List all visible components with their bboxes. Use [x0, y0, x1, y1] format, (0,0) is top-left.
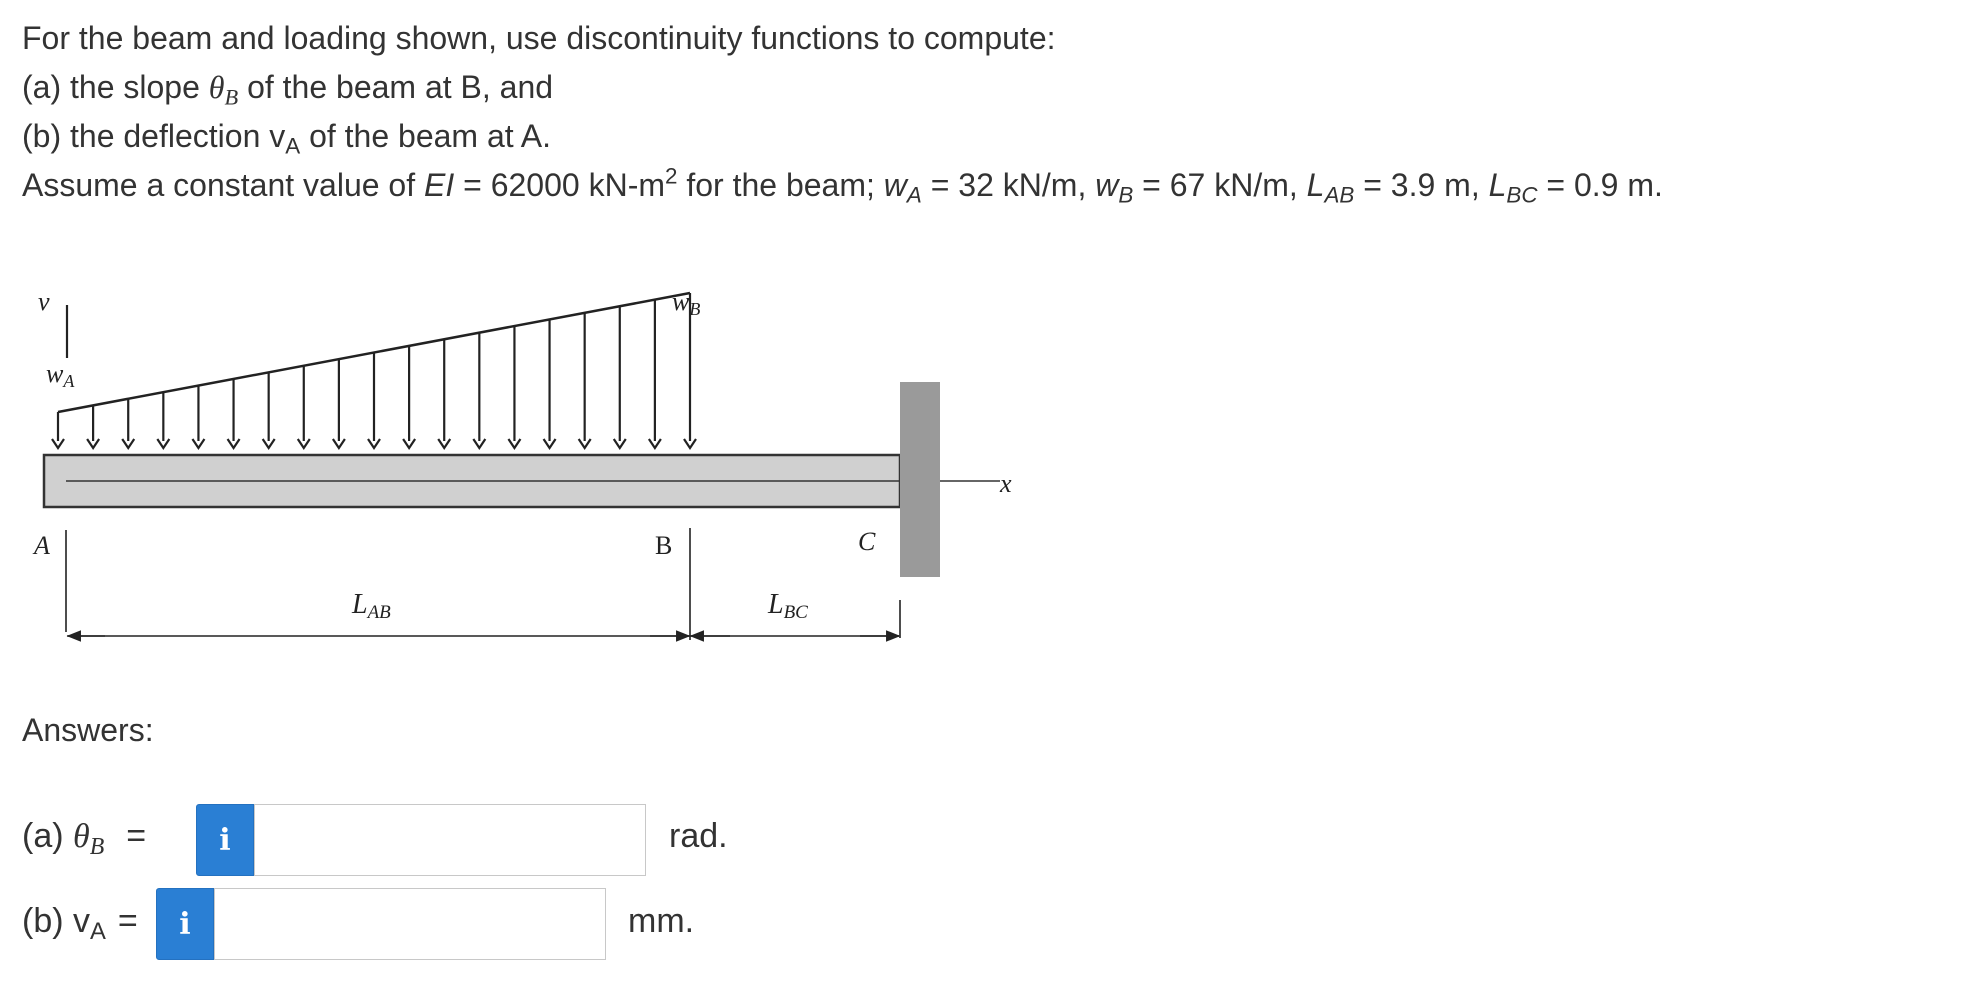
- subscript: B: [1118, 182, 1134, 208]
- lab-label-sub: AB: [367, 602, 391, 623]
- wa-label-sub: A: [63, 371, 75, 391]
- x-label: x: [1000, 469, 1012, 498]
- theta-symbol: θ: [73, 818, 90, 855]
- answer-b-input[interactable]: [214, 888, 606, 960]
- point-c-label: C: [858, 527, 876, 556]
- subscript: BC: [1506, 182, 1538, 208]
- answer-b-label: [22, 902, 138, 946]
- lab-label-main: L: [352, 589, 368, 620]
- beam-figure: [0, 270, 1060, 670]
- lbc-label: [767, 589, 808, 623]
- problem-line-4: [22, 161, 1663, 210]
- wb-label-sub: B: [689, 299, 701, 319]
- ei-symbol: EI: [424, 167, 455, 203]
- wb-symbol: w: [1095, 167, 1119, 203]
- info-icon: i: [179, 906, 191, 942]
- v-symbol: v: [73, 902, 90, 940]
- distributed-load-arrows: [52, 293, 696, 448]
- wb-label: [672, 287, 700, 319]
- text: = 3.9 m,: [1354, 167, 1489, 203]
- lab-symbol: L: [1306, 167, 1325, 203]
- answer-b-unit: mm.: [628, 902, 695, 940]
- superscript: 2: [665, 163, 678, 189]
- info-button-b[interactable]: [156, 888, 214, 960]
- equals: =: [117, 902, 138, 940]
- subscript: A: [285, 133, 301, 159]
- info-button-a[interactable]: [196, 804, 254, 876]
- problem-line-2: [22, 63, 1663, 112]
- answer-a-unit: rad.: [669, 817, 728, 855]
- fixed-wall: [900, 382, 940, 577]
- text: = 62000 kN-m: [454, 167, 665, 203]
- equals: =: [126, 817, 147, 855]
- subscript: AB: [1324, 182, 1355, 208]
- lbc-label-sub: BC: [783, 602, 808, 623]
- text: (a): [22, 817, 73, 855]
- theta-symbol: θ: [208, 69, 225, 105]
- subscript: A: [90, 918, 106, 946]
- point-a-label: A: [34, 531, 50, 560]
- text: for the beam;: [677, 167, 884, 203]
- text: = 0.9 m.: [1537, 167, 1663, 203]
- text: of the beam at B, and: [238, 69, 554, 105]
- text: (b): [22, 902, 73, 940]
- subscript: A: [906, 182, 922, 208]
- wa-label: [46, 359, 75, 391]
- lbc-symbol: L: [1488, 167, 1507, 203]
- subscript: B: [224, 84, 239, 110]
- problem-line-3: [22, 112, 1663, 161]
- lbc-label-main: L: [768, 589, 784, 620]
- answer-a-input[interactable]: [254, 804, 646, 876]
- wa-label-main: w: [46, 359, 64, 388]
- problem-statement: [22, 14, 1663, 210]
- text: Assume a constant value of: [22, 167, 424, 203]
- v-symbol: v: [269, 118, 286, 154]
- text: of the beam at A.: [300, 118, 552, 154]
- lab-label: [351, 589, 391, 623]
- wb-label-main: w: [672, 287, 690, 316]
- text: (b) the deflection: [22, 118, 270, 154]
- answers-heading: Answers:: [22, 712, 154, 748]
- text: = 32 kN/m,: [921, 167, 1096, 203]
- answer-a-label: [22, 817, 147, 861]
- v-label: v: [38, 287, 50, 316]
- point-b-label: B: [655, 531, 673, 560]
- subscript: B: [89, 834, 105, 861]
- problem-line-1: For the beam and loading shown, use discontinuity functions to compute:: [22, 20, 1056, 56]
- wa-symbol: w: [883, 167, 907, 203]
- text: = 67 kN/m,: [1133, 167, 1307, 203]
- text: (a) the slope: [22, 69, 209, 105]
- info-icon: i: [219, 822, 231, 858]
